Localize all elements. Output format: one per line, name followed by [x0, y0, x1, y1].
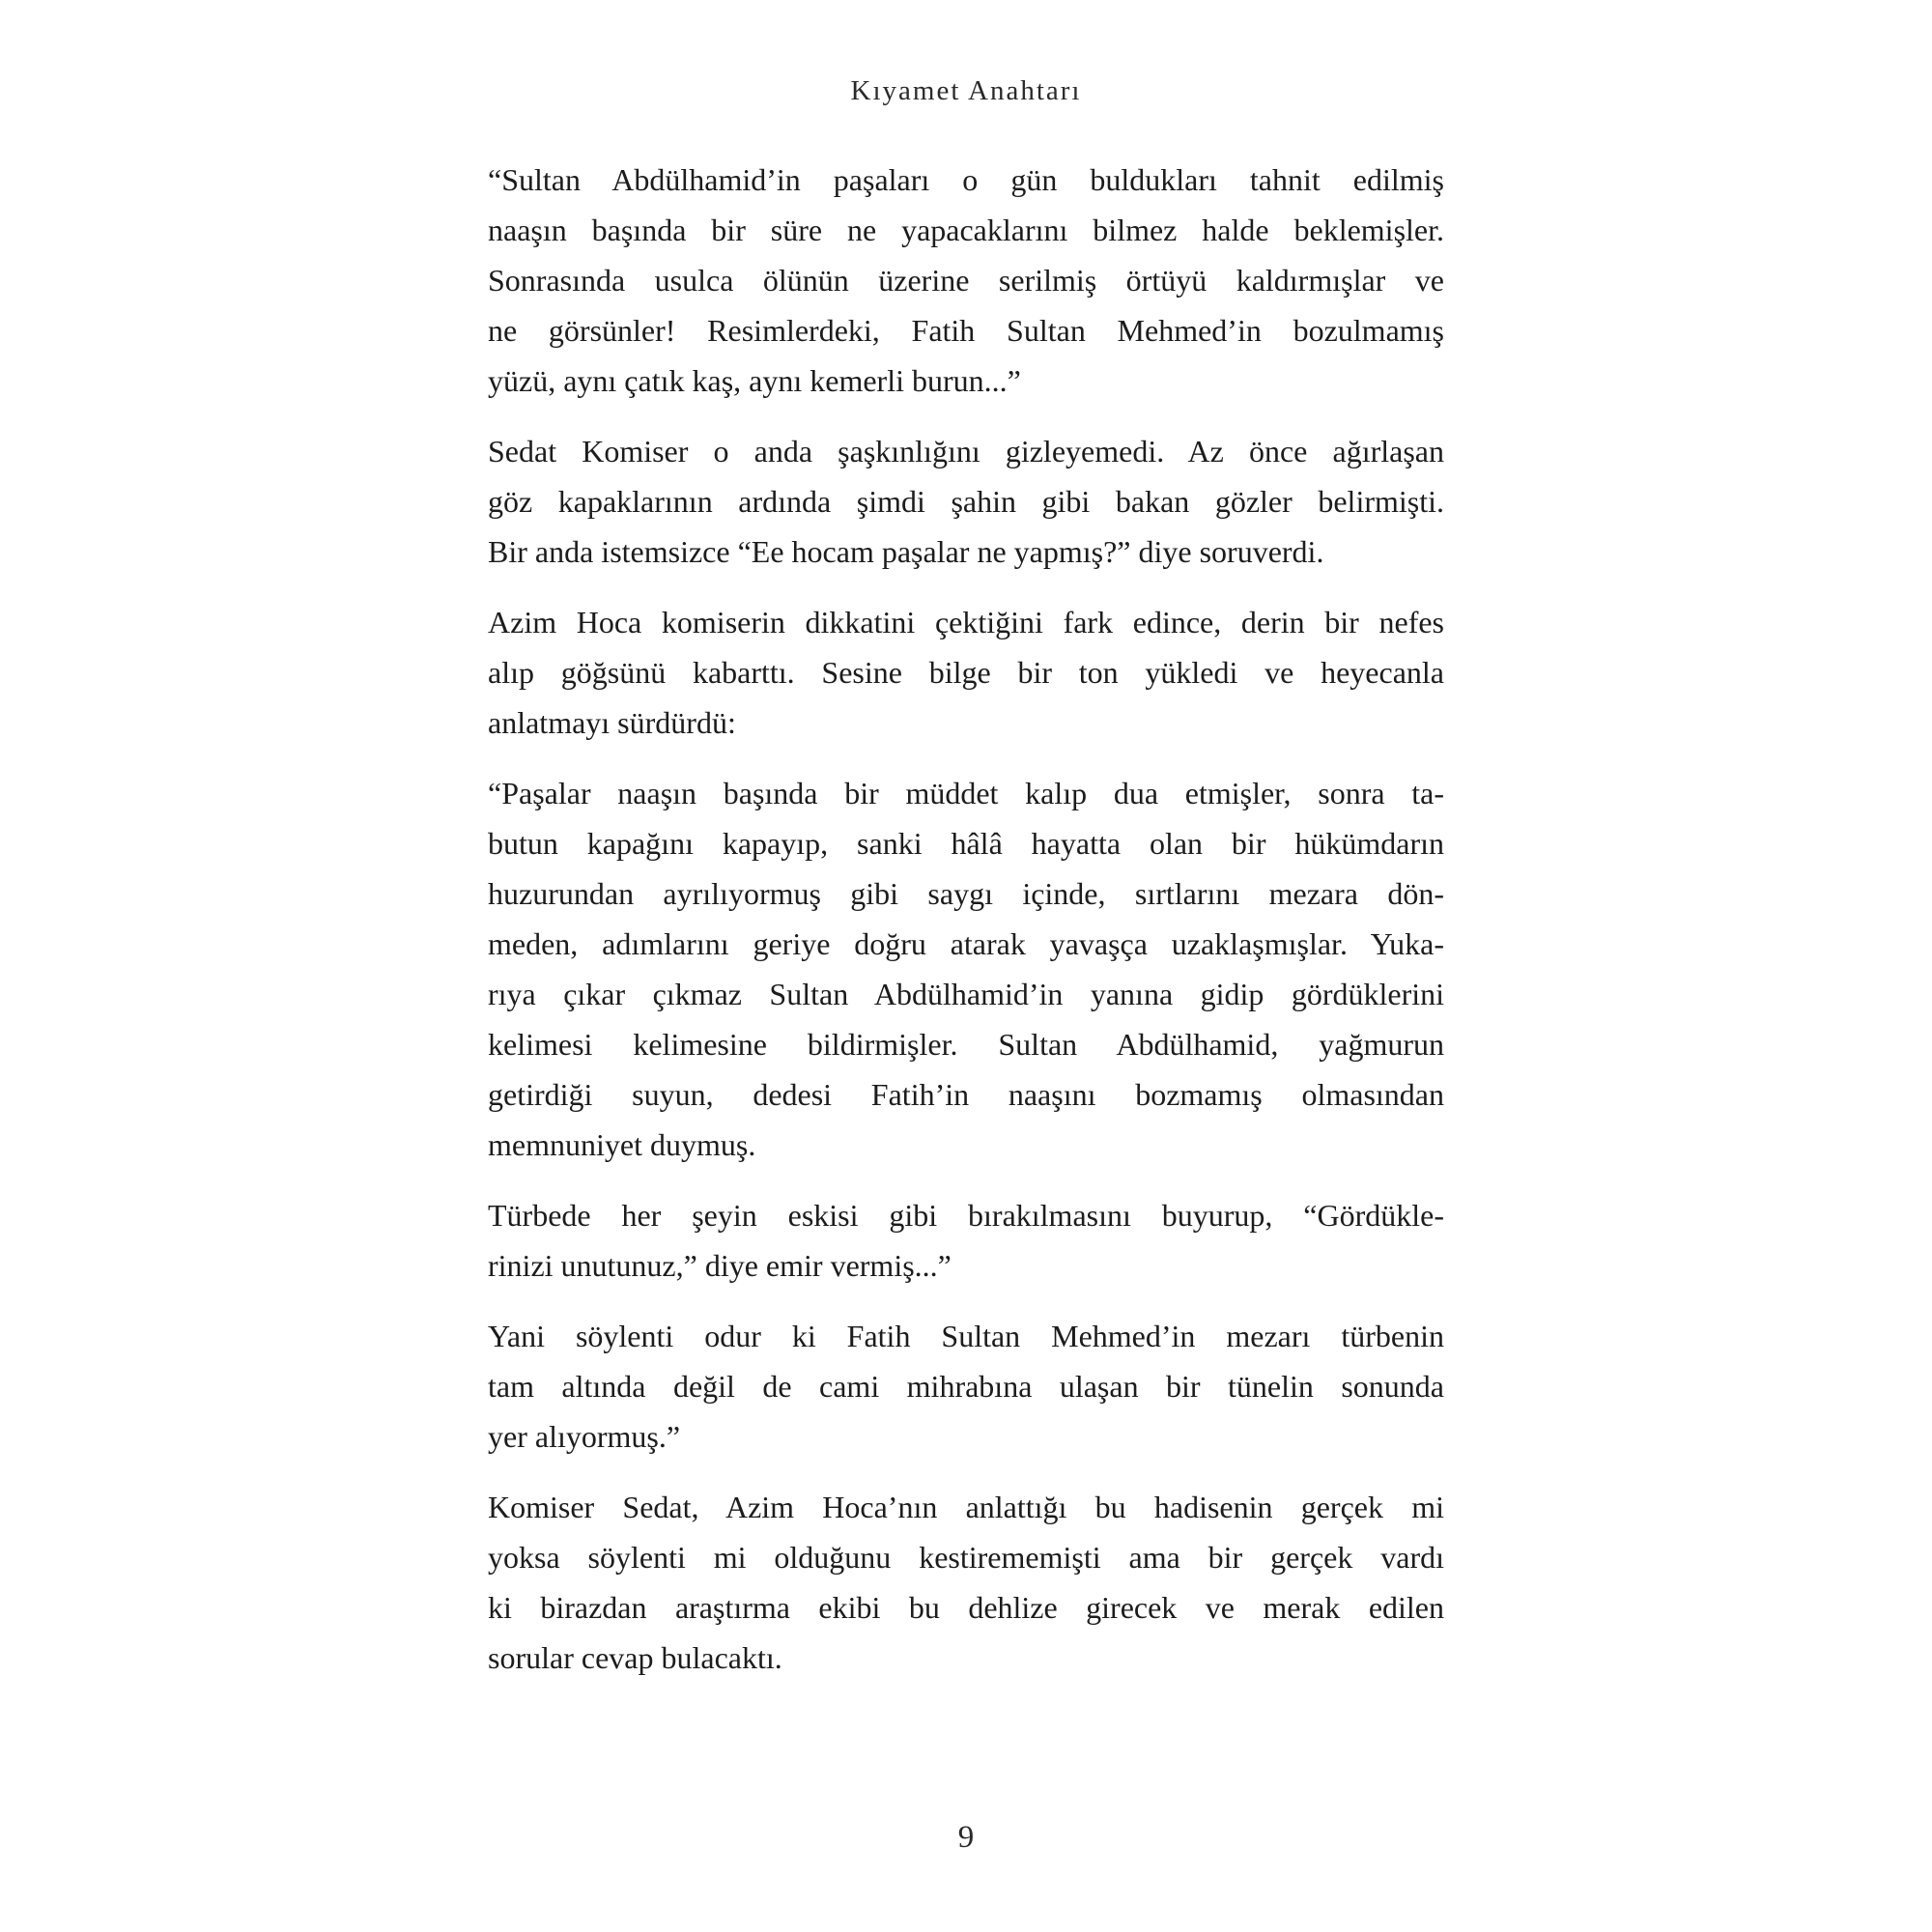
- text-line: ne görsünler! Resimlerdeki, Fatih Sultan Mehmed’in bozulmamış: [488, 313, 1444, 348]
- running-header: Kıyamet Anahtarı: [850, 75, 1082, 106]
- paragraph: [488, 1482, 1444, 1683]
- text-line: getirdiği suyun, dedesi Fatih’in naaşını bozmamış olmasından: [488, 1077, 1444, 1112]
- text-block: [488, 155, 1444, 1683]
- text-line: rıya çıkar çıkmaz Sultan Abdülhamid’in yanına gidip gördüklerini: [488, 977, 1444, 1011]
- page-number: 9: [957, 1820, 975, 1855]
- text-line: memnuniyet duymuş.: [488, 1127, 756, 1162]
- text-line: anlatmayı sürdürdü:: [488, 705, 736, 740]
- text-line: Azim Hoca komiserin dikkatini çektiğini fark edince, derin bir nefes: [488, 605, 1444, 639]
- text-line: yoksa söylenti mi olduğunu kestirememişti ama bir gerçek vardı: [488, 1540, 1444, 1575]
- text-line: “Sultan Abdülhamid’in paşaları o gün buldukları tahnit edilmiş: [488, 162, 1444, 197]
- paragraph: [488, 426, 1444, 577]
- text-line: huzurundan ayrılıyormuş gibi saygı içinde, sırtlarını mezara dön-: [488, 876, 1444, 911]
- text-line: naaşın başında bir süre ne yapacaklarını bilmez halde beklemişler.: [488, 213, 1444, 247]
- text-line: göz kapaklarının ardında şimdi şahin gibi bakan gözler belirmişti.: [488, 484, 1444, 519]
- paragraph: [488, 1311, 1444, 1462]
- paragraph: [488, 597, 1444, 748]
- text-line: yüzü, aynı çatık kaş, aynı kemerli burun...”: [488, 363, 1021, 398]
- text-line: Türbede her şeyin eskisi gibi bırakılmasını buyurup, “Gördükle-: [488, 1198, 1444, 1233]
- text-line: kelimesi kelimesine bildirmişler. Sultan Abdülhamid, yağmurun: [488, 1027, 1444, 1062]
- paragraph: [488, 155, 1444, 406]
- text-line: Komiser Sedat, Azim Hoca’nın anlattığı bu hadisenin gerçek mi: [488, 1490, 1444, 1524]
- text-line: alıp göğsünü kabarttı. Sesine bilge bir ton yükledi ve heyecanla: [488, 655, 1444, 690]
- text-line: Yani söylenti odur ki Fatih Sultan Mehmed’in mezarı türbenin: [488, 1319, 1444, 1353]
- text-line: yer alıyormuş.”: [488, 1419, 681, 1454]
- text-line: rinizi unutunuz,” diye emir vermiş...”: [488, 1248, 952, 1283]
- text-line: Bir anda istemsizce “Ee hocam paşalar ne yapmış?” diye soruverdi.: [488, 534, 1324, 569]
- paragraph: [488, 1190, 1444, 1291]
- text-line: Sedat Komiser o anda şaşkınlığını gizleyemedi. Az önce ağırlaşan: [488, 434, 1444, 469]
- text-line: “Paşalar naaşın başında bir müddet kalıp dua etmişler, sonra ta-: [488, 776, 1444, 810]
- text-line: butun kapağını kapayıp, sanki hâlâ hayatta olan bir hükümdarın: [488, 826, 1444, 861]
- text-line: tam altında değil de cami mihrabına ulaşan bir tünelin sonunda: [488, 1369, 1444, 1404]
- text-line: Sonrasında usulca ölünün üzerine serilmiş örtüyü kaldırmışlar ve: [488, 263, 1444, 298]
- text-line: ki birazdan araştırma ekibi bu dehlize girecek ve merak edilen: [488, 1590, 1444, 1625]
- text-line: meden, adımlarını geriye doğru atarak yavaşça uzaklaşmışlar. Yuka-: [488, 926, 1444, 961]
- text-line: sorular cevap bulacaktı.: [488, 1640, 782, 1675]
- paragraph: [488, 768, 1444, 1170]
